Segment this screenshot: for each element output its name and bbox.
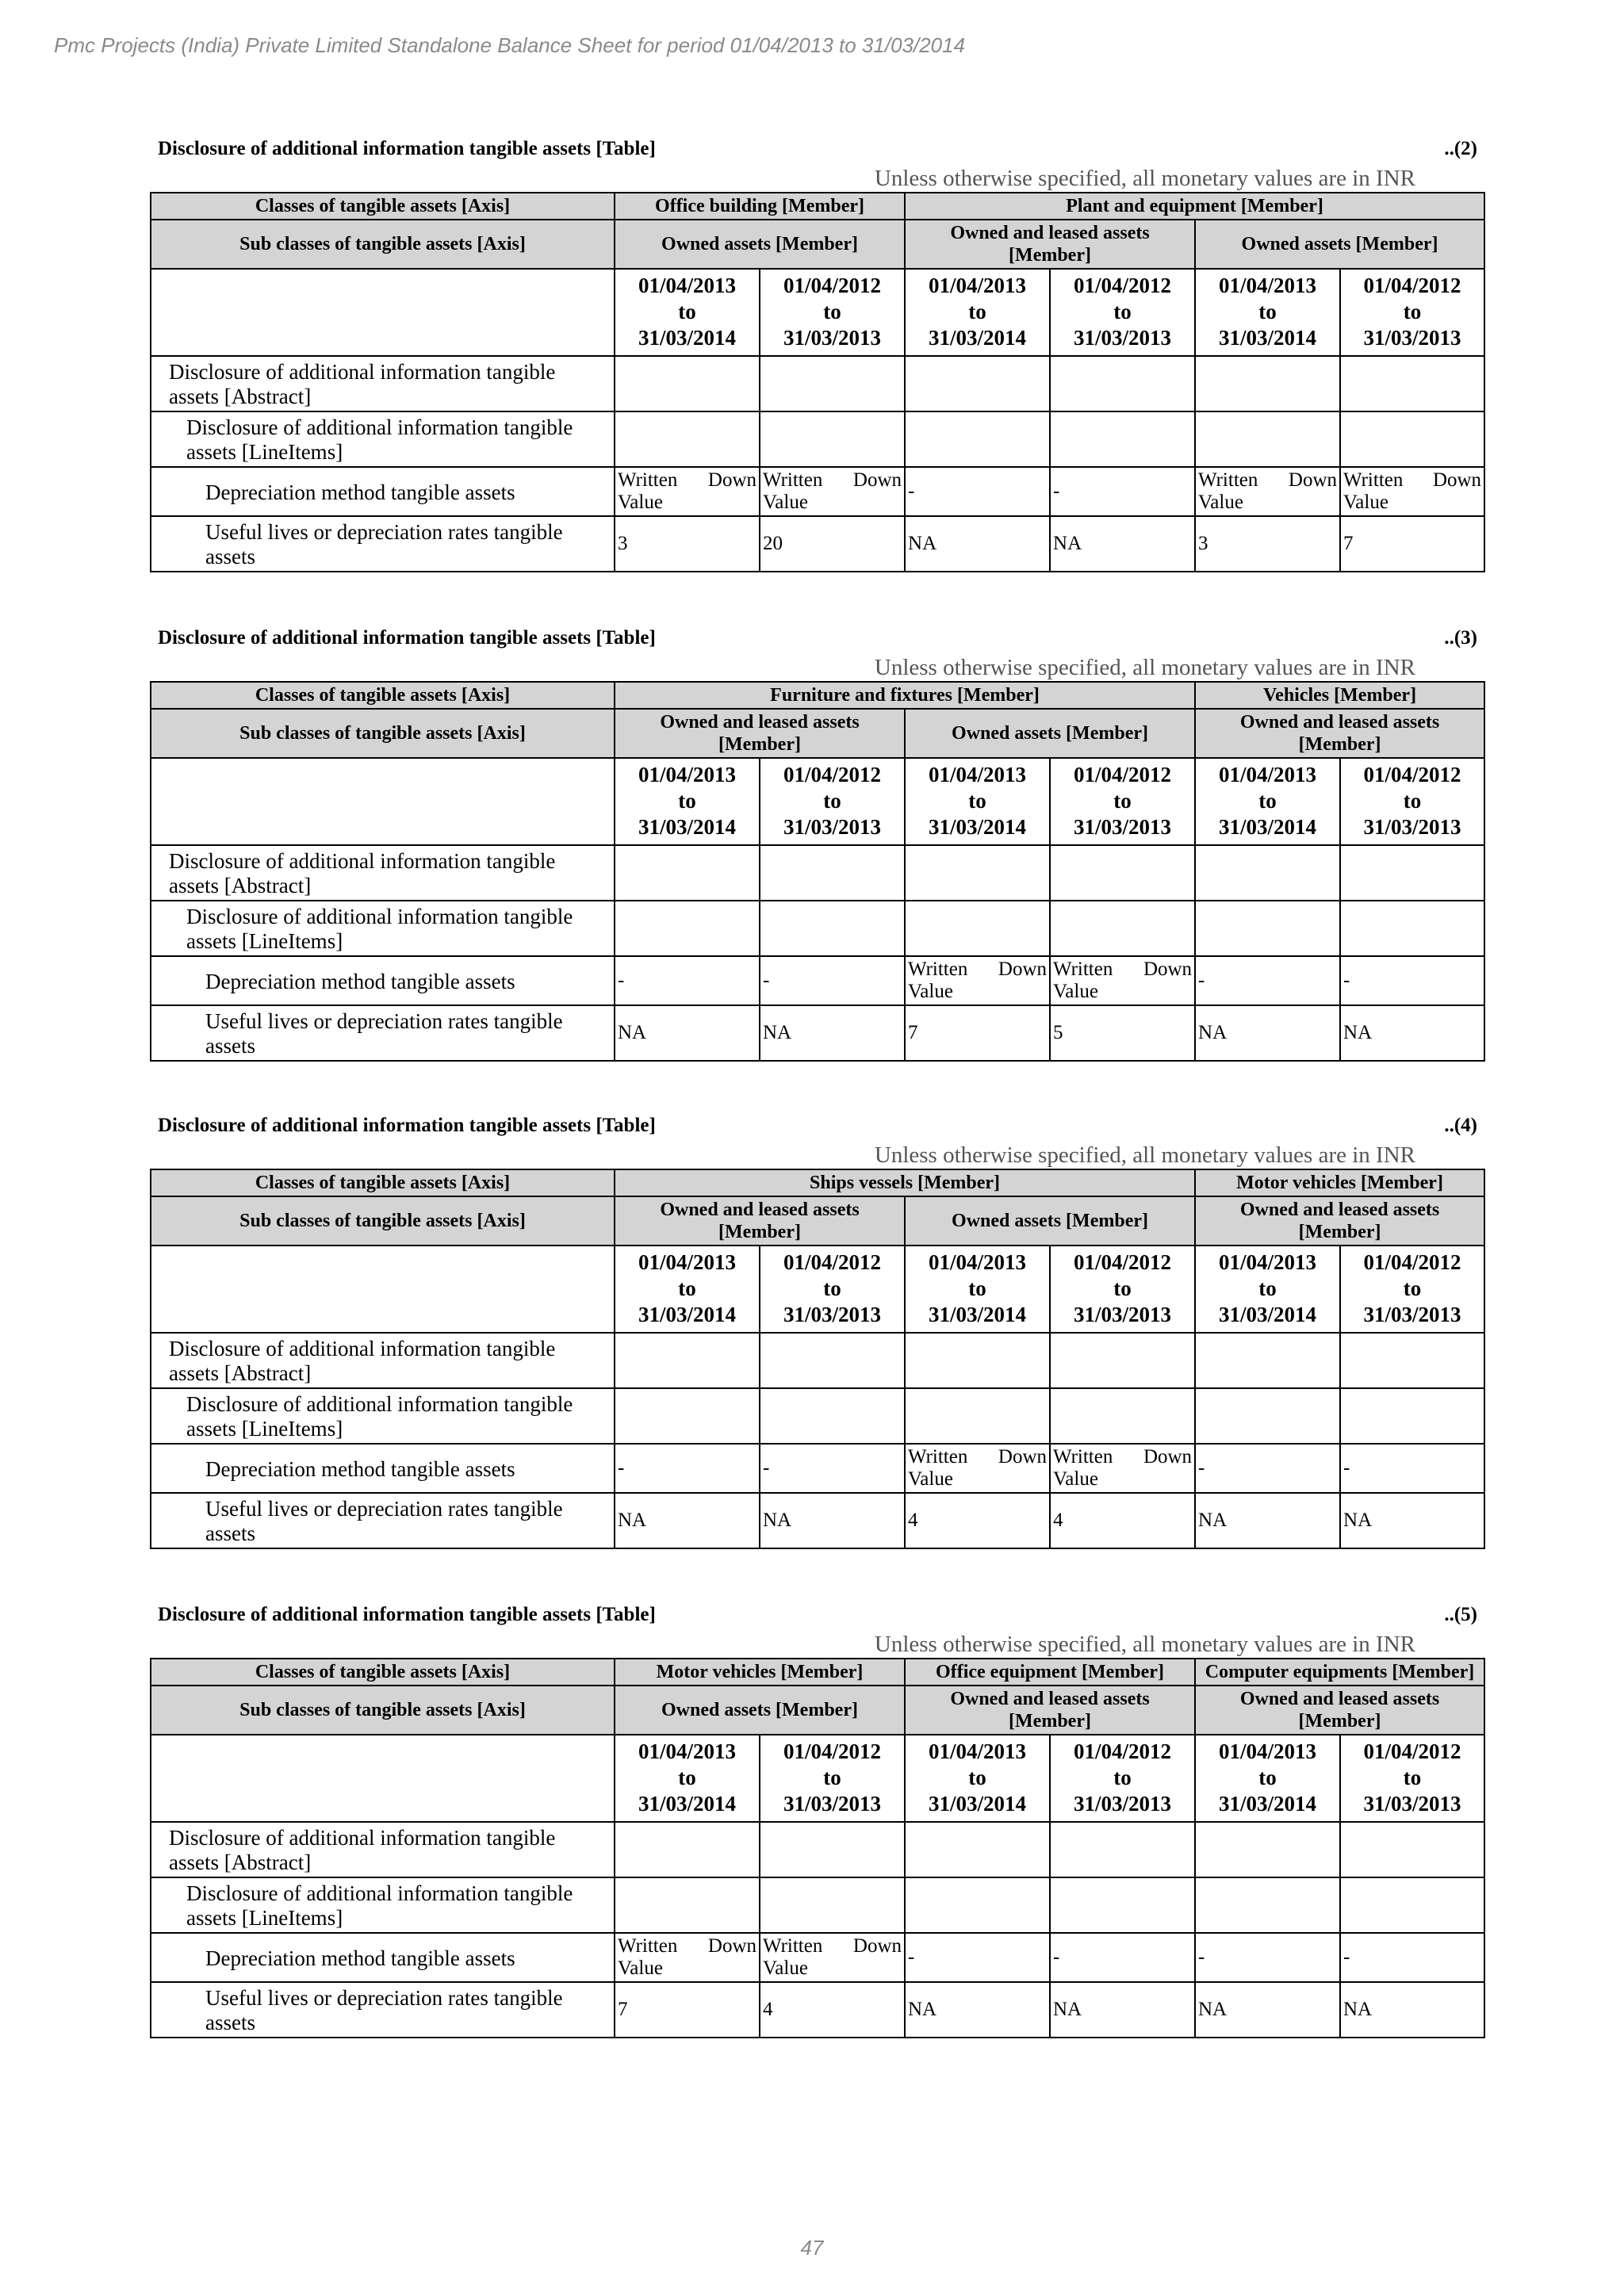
wdv-down: Down	[998, 959, 1047, 980]
depreciation-value	[615, 467, 760, 516]
period-start: 01/04/2012	[783, 274, 882, 297]
period-to: to	[1258, 300, 1277, 323]
empty-cell	[1195, 1388, 1340, 1444]
depreciation-value	[1050, 1444, 1195, 1493]
period-start: 01/04/2013	[929, 274, 1027, 297]
currency-note: Unless otherwise specified, all monetary values are in INR	[874, 1142, 1415, 1168]
depreciation-value: -	[1050, 467, 1195, 516]
classes-axis-label: Classes of tangible assets [Axis]	[151, 1169, 615, 1196]
period-start: 01/04/2013	[638, 763, 736, 786]
empty-cell	[1050, 411, 1195, 467]
period-to: to	[1403, 789, 1422, 813]
subclasses-axis-label: Sub classes of tangible assets [Axis]	[151, 709, 615, 758]
table-title: Disclosure of additional information tangible assets [Table]	[158, 1115, 656, 1136]
empty-cell	[615, 1388, 760, 1444]
period-header	[615, 758, 760, 845]
empty-cell	[1195, 411, 1340, 467]
class-member-header: Vehicles [Member]	[1195, 682, 1484, 709]
blank-corner-cell	[151, 1246, 615, 1333]
empty-cell	[1340, 1388, 1484, 1444]
period-end: 31/03/2014	[929, 326, 1027, 350]
wdv-down: Down	[852, 1935, 902, 1957]
period-end: 31/03/2013	[1363, 1792, 1461, 1816]
period-header	[1195, 269, 1340, 356]
row-label-useful-lives: Useful lives or depreciation rates tangible assets	[151, 1005, 615, 1061]
empty-cell	[1050, 356, 1195, 411]
class-member-header: Office equipment [Member]	[905, 1659, 1195, 1686]
period-end: 31/03/2014	[638, 1303, 736, 1326]
wdv-down: Down	[1432, 469, 1482, 491]
empty-cell	[905, 1388, 1050, 1444]
period-header	[905, 1246, 1050, 1333]
useful-lives-value: 3	[615, 516, 760, 572]
wdv-written: Written	[618, 1935, 678, 1957]
disclosure-table	[150, 1169, 1485, 1549]
empty-cell	[1050, 1822, 1195, 1877]
class-member-header: Ships vessels [Member]	[615, 1169, 1195, 1196]
empty-cell	[760, 356, 905, 411]
subclass-member-header: Owned and leased assets [Member]	[1195, 709, 1484, 758]
subclass-member-header: Owned and leased assets [Member]	[615, 709, 905, 758]
empty-cell	[905, 1333, 1050, 1388]
empty-cell	[760, 845, 905, 901]
empty-cell	[615, 845, 760, 901]
useful-lives-value: 3	[1195, 516, 1340, 572]
period-to: to	[1113, 1766, 1132, 1789]
subclass-member-header: Owned assets [Member]	[615, 220, 905, 269]
useful-lives-value: NA	[905, 1982, 1050, 2038]
row-label-lineitems: Disclosure of additional information tangible assets [LineItems]	[151, 901, 615, 956]
period-to: to	[1403, 1766, 1422, 1789]
depreciation-value: -	[615, 956, 760, 1005]
disclosure-table-block	[150, 138, 1484, 572]
wdv-down: Down	[707, 1935, 756, 1957]
period-start: 01/04/2012	[1074, 763, 1172, 786]
row-label-useful-lives: Useful lives or depreciation rates tangible assets	[151, 1493, 615, 1548]
period-header	[1340, 758, 1484, 845]
useful-lives-value: NA	[615, 1493, 760, 1548]
useful-lives-value: 5	[1050, 1005, 1195, 1061]
subclass-member-header: Owned and leased assets [Member]	[905, 220, 1195, 269]
period-end: 31/03/2013	[783, 815, 881, 839]
period-start: 01/04/2013	[928, 1739, 1026, 1763]
useful-lives-value: 4	[1050, 1493, 1195, 1548]
depreciation-value: -	[905, 467, 1050, 516]
period-header	[1050, 269, 1195, 356]
empty-cell	[760, 1333, 905, 1388]
depreciation-value	[760, 1933, 905, 1982]
period-to: to	[1258, 1276, 1277, 1300]
useful-lives-value: NA	[760, 1005, 905, 1061]
empty-cell	[1340, 1822, 1484, 1877]
useful-lives-value: NA	[1340, 1982, 1484, 2038]
period-header	[1340, 1246, 1484, 1333]
period-to: to	[1403, 1276, 1422, 1300]
wdv-down: Down	[707, 469, 756, 491]
period-to: to	[1113, 789, 1132, 813]
table-title: Disclosure of additional information tangible assets [Table]	[158, 627, 656, 649]
empty-cell	[1340, 1877, 1484, 1933]
row-label-useful-lives: Useful lives or depreciation rates tangible assets	[151, 1982, 615, 2038]
class-member-header: Furniture and fixtures [Member]	[615, 682, 1195, 709]
table-title: Disclosure of additional information tangible assets [Table]	[158, 138, 656, 159]
period-end: 31/03/2014	[638, 326, 736, 350]
class-member-header: Motor vehicles [Member]	[615, 1659, 905, 1686]
period-header	[1050, 758, 1195, 845]
wdv-down: Down	[1143, 959, 1193, 980]
subclasses-axis-label: Sub classes of tangible assets [Axis]	[151, 220, 615, 269]
empty-cell	[1195, 1822, 1340, 1877]
useful-lives-value: 7	[615, 1982, 760, 2038]
class-member-header: Office building [Member]	[615, 193, 905, 220]
wdv-value: Value	[908, 981, 953, 1002]
period-end: 31/03/2013	[1074, 1303, 1172, 1326]
empty-cell	[1195, 1877, 1340, 1933]
subclass-member-header: Owned and leased assets [Member]	[615, 1196, 905, 1246]
period-start: 01/04/2012	[783, 1739, 881, 1763]
classes-axis-label: Classes of tangible assets [Axis]	[151, 682, 615, 709]
empty-cell	[1340, 1333, 1484, 1388]
useful-lives-value: 7	[1340, 516, 1484, 572]
period-start: 01/04/2012	[783, 763, 881, 786]
class-member-header: Motor vehicles [Member]	[1195, 1169, 1484, 1196]
disclosure-table-block	[150, 1604, 1484, 2038]
useful-lives-value: 20	[760, 516, 905, 572]
period-end: 31/03/2013	[1073, 1792, 1171, 1816]
period-header	[615, 1735, 760, 1822]
row-label-abstract: Disclosure of additional information tangible assets [Abstract]	[151, 845, 615, 901]
disclosure-table	[150, 1658, 1485, 2038]
wdv-value: Value	[1053, 981, 1098, 1002]
blank-corner-cell	[151, 1735, 615, 1822]
period-start: 01/04/2013	[928, 763, 1026, 786]
period-to: to	[1258, 789, 1277, 813]
period-end: 31/03/2013	[1363, 815, 1461, 839]
empty-cell	[905, 901, 1050, 956]
depreciation-value: -	[1195, 1933, 1340, 1982]
empty-cell	[1340, 356, 1484, 411]
period-to: to	[823, 300, 841, 323]
depreciation-value	[760, 467, 905, 516]
empty-cell	[905, 1877, 1050, 1933]
period-start: 01/04/2012	[1073, 1739, 1171, 1763]
empty-cell	[905, 411, 1050, 467]
class-member-header: Computer equipments [Member]	[1195, 1659, 1484, 1686]
wdv-value: Value	[618, 1957, 663, 1979]
period-start: 01/04/2013	[928, 1250, 1026, 1274]
period-header	[1340, 1735, 1484, 1822]
wdv-written: Written	[1053, 1446, 1113, 1468]
period-start: 01/04/2012	[1363, 1739, 1461, 1763]
disclosure-table-block	[150, 1115, 1484, 1549]
subclass-member-header: Owned and leased assets [Member]	[905, 1686, 1195, 1735]
empty-cell	[760, 1388, 905, 1444]
depreciation-value	[905, 1444, 1050, 1493]
empty-cell	[760, 1822, 905, 1877]
wdv-written: Written	[908, 1446, 968, 1468]
period-start: 01/04/2013	[1219, 274, 1317, 297]
wdv-value: Value	[763, 492, 808, 513]
period-start: 01/04/2012	[783, 1250, 881, 1274]
period-start: 01/04/2012	[1363, 1250, 1461, 1274]
period-end: 31/03/2013	[1074, 815, 1172, 839]
period-header	[1050, 1735, 1195, 1822]
row-label-depreciation: Depreciation method tangible assets	[151, 1444, 615, 1493]
period-start: 01/04/2013	[638, 1739, 736, 1763]
empty-cell	[615, 356, 760, 411]
depreciation-value: -	[1195, 956, 1340, 1005]
page-header: Pmc Projects (India) Private Limited Standalone Balance Sheet for period 01/04/2013 to 31/03/2014	[54, 33, 966, 57]
useful-lives-value: NA	[905, 516, 1050, 572]
row-label-lineitems: Disclosure of additional information tangible assets [LineItems]	[151, 1877, 615, 1933]
period-to: to	[678, 1276, 696, 1300]
period-end: 31/03/2014	[1219, 326, 1317, 350]
period-end: 31/03/2014	[928, 1303, 1026, 1326]
period-end: 31/03/2014	[928, 1792, 1026, 1816]
period-to: to	[1403, 300, 1422, 323]
period-to: to	[968, 1766, 986, 1789]
period-start: 01/04/2012	[1363, 274, 1461, 297]
period-start: 01/04/2013	[638, 274, 736, 297]
wdv-written: Written	[618, 469, 678, 491]
empty-cell	[905, 356, 1050, 411]
depreciation-value: -	[905, 1933, 1050, 1982]
period-end: 31/03/2014	[1219, 815, 1317, 839]
period-header	[760, 1735, 905, 1822]
subclasses-axis-label: Sub classes of tangible assets [Axis]	[151, 1686, 615, 1735]
wdv-written: Written	[1053, 959, 1113, 980]
useful-lives-value: NA	[1195, 1005, 1340, 1061]
empty-cell	[615, 901, 760, 956]
row-label-abstract: Disclosure of additional information tangible assets [Abstract]	[151, 1333, 615, 1388]
period-end: 31/03/2014	[928, 815, 1026, 839]
period-header	[760, 1246, 905, 1333]
empty-cell	[1050, 1388, 1195, 1444]
empty-cell	[905, 1822, 1050, 1877]
empty-cell	[1050, 1333, 1195, 1388]
period-to: to	[968, 789, 986, 813]
useful-lives-value: NA	[1195, 1982, 1340, 2038]
period-end: 31/03/2013	[783, 1303, 881, 1326]
empty-cell	[1195, 901, 1340, 956]
wdv-down: Down	[998, 1446, 1047, 1468]
period-header	[905, 758, 1050, 845]
empty-cell	[615, 1877, 760, 1933]
period-header	[615, 1246, 760, 1333]
period-to: to	[823, 1276, 841, 1300]
period-to: to	[678, 300, 696, 323]
period-end: 31/03/2013	[1363, 326, 1461, 350]
empty-cell	[1195, 356, 1340, 411]
period-start: 01/04/2013	[638, 1250, 736, 1274]
useful-lives-value: 7	[905, 1005, 1050, 1061]
disclosure-table	[150, 681, 1485, 1062]
period-to: to	[823, 789, 841, 813]
disclosure-table	[150, 192, 1485, 572]
wdv-written: Written	[1343, 469, 1404, 491]
row-label-abstract: Disclosure of additional information tangible assets [Abstract]	[151, 356, 615, 411]
empty-cell	[760, 901, 905, 956]
empty-cell	[615, 1822, 760, 1877]
period-header	[760, 269, 905, 356]
depreciation-value: -	[1340, 956, 1484, 1005]
period-to: to	[968, 300, 986, 323]
classes-axis-label: Classes of tangible assets [Axis]	[151, 193, 615, 220]
table-title: Disclosure of additional information tangible assets [Table]	[158, 1604, 656, 1625]
row-label-lineitems: Disclosure of additional information tangible assets [LineItems]	[151, 411, 615, 467]
wdv-down: Down	[852, 469, 902, 491]
empty-cell	[905, 845, 1050, 901]
period-to: to	[678, 789, 696, 813]
empty-cell	[760, 1877, 905, 1933]
wdv-value: Value	[1343, 492, 1388, 513]
period-start: 01/04/2012	[1074, 1250, 1172, 1274]
period-header	[1195, 1246, 1340, 1333]
row-label-lineitems: Disclosure of additional information tangible assets [LineItems]	[151, 1388, 615, 1444]
currency-note: Unless otherwise specified, all monetary values are in INR	[874, 1632, 1415, 1657]
row-label-depreciation: Depreciation method tangible assets	[151, 1933, 615, 1982]
class-member-header: Plant and equipment [Member]	[905, 193, 1484, 220]
useful-lives-value: 4	[760, 1982, 905, 2038]
period-to: to	[1113, 1276, 1132, 1300]
period-header	[1195, 758, 1340, 845]
useful-lives-value: NA	[1340, 1493, 1484, 1548]
depreciation-value: -	[1195, 1444, 1340, 1493]
depreciation-value: -	[760, 1444, 905, 1493]
currency-note: Unless otherwise specified, all monetary values are in INR	[874, 655, 1415, 680]
period-start: 01/04/2013	[1218, 1739, 1316, 1763]
useful-lives-value: 4	[905, 1493, 1050, 1548]
table-sequence: ..(2)	[1444, 138, 1477, 159]
table-sequence: ..(5)	[1444, 1604, 1477, 1625]
subclass-member-header: Owned assets [Member]	[905, 709, 1195, 758]
depreciation-value	[1340, 467, 1484, 516]
page-number: 47	[800, 2236, 824, 2260]
depreciation-value: -	[1340, 1933, 1484, 1982]
wdv-value: Value	[1198, 492, 1243, 513]
period-header	[905, 269, 1050, 356]
row-label-depreciation: Depreciation method tangible assets	[151, 956, 615, 1005]
subclass-member-header: Owned and leased assets [Member]	[1195, 1686, 1484, 1735]
table-sequence: ..(4)	[1444, 1115, 1477, 1136]
subclass-member-header: Owned assets [Member]	[615, 1686, 905, 1735]
empty-cell	[1340, 411, 1484, 467]
period-end: 31/03/2014	[1218, 1792, 1316, 1816]
classes-axis-label: Classes of tangible assets [Axis]	[151, 1659, 615, 1686]
period-end: 31/03/2014	[638, 815, 736, 839]
period-start: 01/04/2013	[1219, 1250, 1317, 1274]
wdv-written: Written	[763, 1935, 823, 1957]
period-to: to	[968, 1276, 986, 1300]
empty-cell	[1340, 845, 1484, 901]
period-end: 31/03/2013	[1074, 326, 1172, 350]
blank-corner-cell	[151, 269, 615, 356]
currency-note: Unless otherwise specified, all monetary values are in INR	[874, 166, 1415, 191]
depreciation-value	[615, 1933, 760, 1982]
wdv-value: Value	[908, 1468, 953, 1490]
disclosure-table-block	[150, 627, 1484, 1062]
period-to: to	[823, 1766, 841, 1789]
wdv-value: Value	[763, 1957, 808, 1979]
period-to: to	[678, 1766, 696, 1789]
empty-cell	[1050, 901, 1195, 956]
empty-cell	[615, 1333, 760, 1388]
depreciation-value	[1050, 956, 1195, 1005]
empty-cell	[760, 411, 905, 467]
period-start: 01/04/2012	[1363, 763, 1461, 786]
wdv-down: Down	[1143, 1446, 1193, 1468]
wdv-down: Down	[1288, 469, 1338, 491]
period-end: 31/03/2014	[638, 1792, 736, 1816]
row-label-abstract: Disclosure of additional information tangible assets [Abstract]	[151, 1822, 615, 1877]
wdv-written: Written	[763, 469, 823, 491]
period-header	[1195, 1735, 1340, 1822]
subclasses-axis-label: Sub classes of tangible assets [Axis]	[151, 1196, 615, 1246]
useful-lives-value: NA	[615, 1005, 760, 1061]
period-header	[905, 1735, 1050, 1822]
row-label-useful-lives: Useful lives or depreciation rates tangible assets	[151, 516, 615, 572]
subclass-member-header: Owned assets [Member]	[1195, 220, 1484, 269]
useful-lives-value: NA	[1340, 1005, 1484, 1061]
period-end: 31/03/2013	[783, 1792, 881, 1816]
useful-lives-value: NA	[760, 1493, 905, 1548]
period-header	[1340, 269, 1484, 356]
wdv-written: Written	[908, 959, 968, 980]
table-sequence: ..(3)	[1444, 627, 1477, 649]
depreciation-value: -	[615, 1444, 760, 1493]
period-start: 01/04/2012	[1074, 274, 1172, 297]
row-label-depreciation: Depreciation method tangible assets	[151, 467, 615, 516]
period-to: to	[1113, 300, 1132, 323]
depreciation-value	[905, 956, 1050, 1005]
empty-cell	[1050, 845, 1195, 901]
useful-lives-value: NA	[1195, 1493, 1340, 1548]
empty-cell	[1195, 1333, 1340, 1388]
empty-cell	[1050, 1877, 1195, 1933]
empty-cell	[1340, 901, 1484, 956]
period-end: 31/03/2014	[1219, 1303, 1317, 1326]
period-header	[1050, 1246, 1195, 1333]
period-start: 01/04/2013	[1219, 763, 1317, 786]
period-end: 31/03/2013	[783, 326, 882, 350]
depreciation-value: -	[1340, 1444, 1484, 1493]
useful-lives-value: NA	[1050, 516, 1195, 572]
period-to: to	[1258, 1766, 1277, 1789]
blank-corner-cell	[151, 758, 615, 845]
subclass-member-header: Owned assets [Member]	[905, 1196, 1195, 1246]
period-end: 31/03/2013	[1363, 1303, 1461, 1326]
empty-cell	[1195, 845, 1340, 901]
wdv-written: Written	[1198, 469, 1258, 491]
wdv-value: Value	[618, 492, 663, 513]
depreciation-value: -	[760, 956, 905, 1005]
depreciation-value: -	[1050, 1933, 1195, 1982]
subclass-member-header: Owned and leased assets [Member]	[1195, 1196, 1484, 1246]
period-header	[615, 269, 760, 356]
period-header	[760, 758, 905, 845]
useful-lives-value: NA	[1050, 1982, 1195, 2038]
depreciation-value	[1195, 467, 1340, 516]
empty-cell	[615, 411, 760, 467]
wdv-value: Value	[1053, 1468, 1098, 1490]
